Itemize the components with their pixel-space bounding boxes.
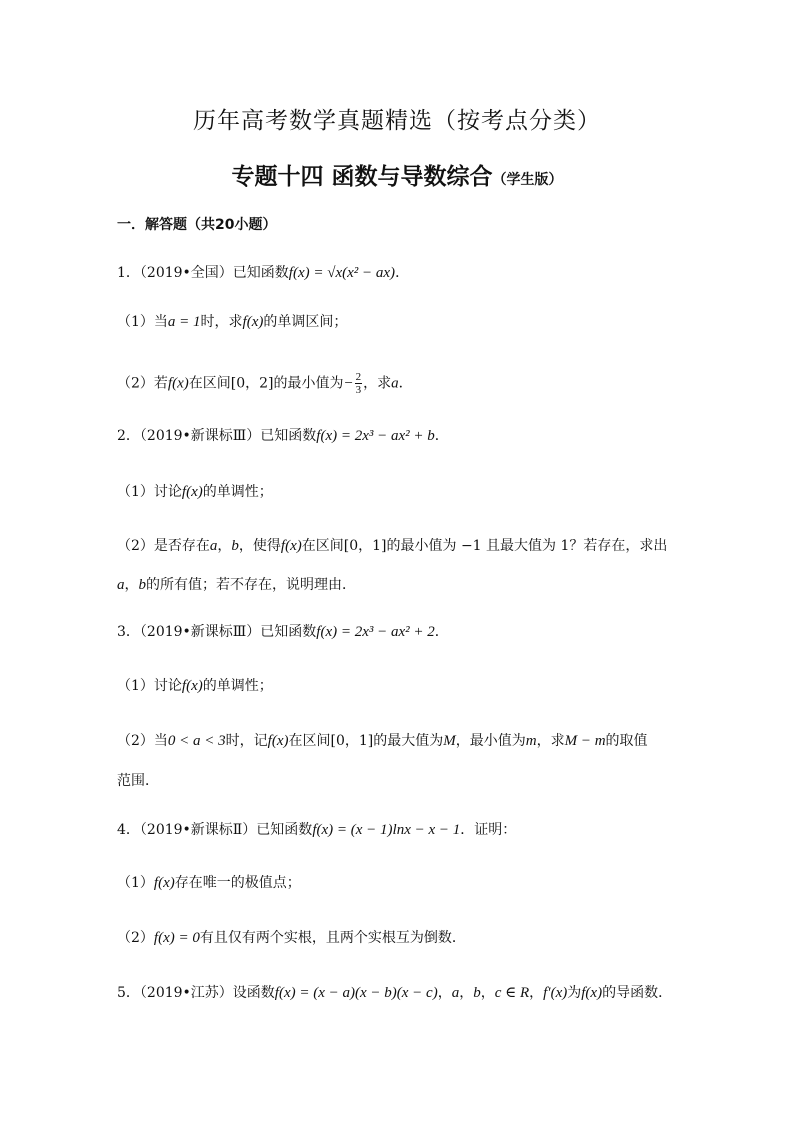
text: （2） [117, 930, 154, 946]
problem-3-prefix: 3．（2019•新课标Ⅲ）已知函数 [117, 624, 317, 640]
text: （1） [117, 875, 154, 891]
text: ， [437, 985, 452, 1001]
text: ，求 [536, 733, 565, 749]
math: a [451, 985, 460, 1001]
text: 在区间[0，1]的最小值为 −1 且最大值为 1？若存在，求出 [301, 538, 668, 554]
text: ，使得 [238, 538, 281, 554]
text: （1）讨论 [117, 484, 182, 500]
fraction-numerator: 2 [355, 371, 362, 383]
text: 的取值 [605, 733, 648, 749]
text: 的单调性； [202, 678, 273, 694]
text: （1）当 [117, 314, 168, 330]
problem-4-stem [117, 820, 516, 840]
problem-3-part-2-continued [117, 771, 159, 791]
text: （2）若 [117, 375, 168, 392]
subtitle-main: 专题十四 函数与导数综合 [231, 164, 493, 190]
math: f(x) [153, 875, 175, 891]
math: a [391, 375, 399, 392]
problem-4-prefix: 4．（2019•新课标Ⅱ）已知函数 [117, 822, 313, 838]
math: c ∈ R [494, 985, 530, 1001]
text: ， [529, 985, 544, 1001]
math: b [138, 577, 146, 593]
problem-5-suffix: 的导函数． [602, 985, 673, 1001]
problem-5-function: f(x) = (x − a)(x − b)(x − c) [274, 985, 438, 1001]
problem-3-stem [117, 622, 449, 642]
math: a = 1 [167, 314, 201, 330]
problem-1-part-2 [117, 371, 413, 396]
text: 范围． [117, 773, 159, 789]
problem-2-suffix: ． [434, 428, 449, 444]
text: 在区间[0，2]的最小值为 [188, 375, 344, 392]
text: 的单调性； [202, 484, 273, 500]
problem-1-prefix: 1．（2019•全国）已知函数 [117, 265, 289, 281]
problem-1-function: f(x) = √x(x² − ax) [288, 265, 396, 281]
problem-5-stem [117, 983, 672, 1003]
problem-2-stem [117, 426, 449, 446]
problem-5-prefix: 5．（2019•江苏）设函数 [117, 985, 275, 1001]
math: f(x) [267, 733, 289, 749]
text: ， [124, 577, 139, 593]
math: f(x) [242, 314, 264, 330]
text: ， [217, 538, 232, 554]
document-subtitle [0, 158, 794, 191]
math: f(x) [280, 538, 302, 554]
math: M − m [564, 733, 606, 749]
text: 在区间[0，1]的最大值为 [288, 733, 444, 749]
text: （2）当 [117, 733, 168, 749]
problem-2-function: f(x) = 2x³ − ax² + b [316, 428, 435, 444]
problem-4-suffix: ．证明： [460, 822, 517, 838]
text: ，最小值为 [455, 733, 526, 749]
problem-1-stem [117, 263, 409, 283]
problem-2-part-2-continued [117, 575, 356, 595]
problem-4-part-2 [117, 928, 466, 948]
problem-3-function: f(x) = 2x³ − ax² + 2 [316, 624, 435, 640]
math: f(x) [181, 678, 203, 694]
fraction-denominator: 3 [355, 384, 362, 396]
math: f(x) [581, 985, 603, 1001]
text: 存在唯一的极值点； [174, 875, 301, 891]
problem-2-prefix: 2．（2019•新课标Ⅲ）已知函数 [117, 428, 317, 444]
text: 时，记 [225, 733, 268, 749]
math: b [473, 985, 481, 1001]
math-minus: − [343, 375, 354, 392]
math: 0 < a < 3 [167, 733, 226, 749]
problem-3-suffix: ． [434, 624, 449, 640]
text: ． [398, 375, 413, 392]
text: （1）讨论 [117, 678, 182, 694]
text: ， [459, 985, 474, 1001]
text: 为 [567, 985, 582, 1001]
problem-4-part-1 [117, 873, 301, 893]
math: a [209, 538, 218, 554]
math: m [525, 733, 537, 749]
math: a [117, 577, 125, 593]
text: ， [480, 985, 495, 1001]
fraction [355, 371, 363, 396]
text: ，求 [363, 375, 392, 392]
problem-4-function: f(x) = (x − 1)lnx − x − 1 [312, 822, 461, 838]
section-heading: 一．解答题（共20小题） [117, 217, 277, 233]
text: 的所有值；若不存在，说明理由． [146, 577, 356, 593]
problem-2-part-1 [117, 482, 273, 502]
math: M [443, 733, 456, 749]
problem-1-suffix: ． [395, 265, 410, 281]
math: b [231, 538, 239, 554]
math: f(x) [167, 375, 189, 392]
text: 有且仅有两个实根，且两个实根互为倒数． [199, 930, 466, 946]
problem-3-part-2 [117, 731, 648, 751]
problem-1-part-1 [117, 312, 347, 332]
document-title: 历年高考数学真题精选（按考点分类） [193, 108, 601, 134]
subtitle-edition: （学生版） [492, 172, 563, 188]
math: f(x) = 0 [153, 930, 200, 946]
math: f(x) [181, 484, 203, 500]
text: 的单调区间； [263, 314, 348, 330]
problem-2-part-2 [117, 536, 667, 556]
problem-3-part-1 [117, 676, 273, 696]
math: f′(x) [543, 985, 568, 1001]
text: 时，求 [200, 314, 243, 330]
text: （2）是否存在 [117, 538, 210, 554]
